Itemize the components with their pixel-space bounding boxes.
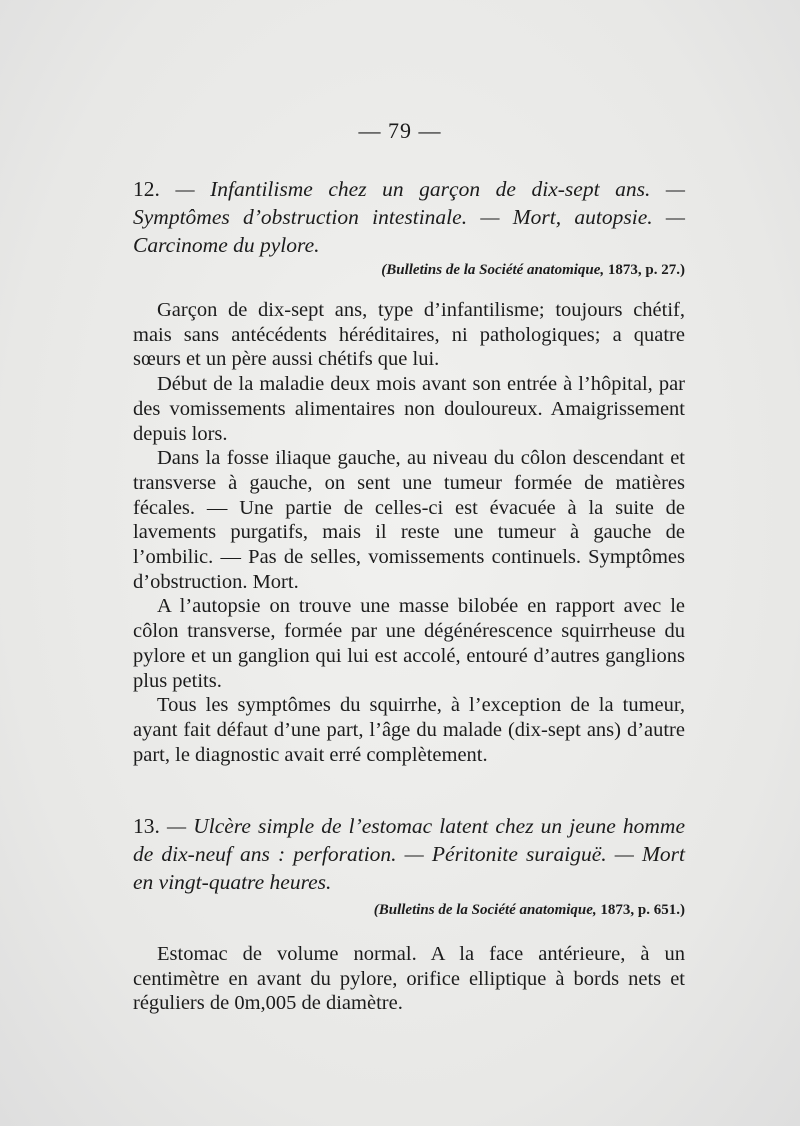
paragraph: Estomac de volume normal. A la face antérieure, à un centimètre en avant du pylore, orifice elliptique à bords nets et réguliers de 0m,005 de diamètre. bbox=[133, 943, 685, 1015]
case-13-reference bbox=[133, 902, 685, 919]
page-number: — 79 — bbox=[358, 118, 442, 143]
paragraph: Dans la fosse iliaque gauche, au niveau du côlon descendant et transverse à gauche, on sent une tumeur formée de matières fécales. — Une partie de celles-ci est évacuée à la suite de lavements purgatifs, mais il reste une tumeur à gauche de l’ombilic. — Pas de selles, vomissements continuels. Symptômes d’obstruction. Mort. bbox=[133, 447, 685, 593]
paragraph: Début de la maladie deux mois avant son entrée à l’hôpital, par des vomissements alimentaires non douloureux. Amaigrissement depuis lors. bbox=[133, 373, 685, 445]
paragraph: Garçon de dix-sept ans, type d’infantilisme; toujours chétif, mais sans antécédents héréditaires, ni pathologiques; a quatre sœurs et un père aussi chétifs que lui. bbox=[133, 299, 685, 371]
case-13-reference-details: 1873, p. 651.) bbox=[600, 902, 685, 918]
case-12-reference-journal: (Bulletins de la Société anatomique, bbox=[381, 262, 605, 278]
case-13-body bbox=[133, 942, 685, 1016]
case-13-title bbox=[133, 812, 685, 896]
case-12-reference-details: 1873, p. 27.) bbox=[607, 262, 685, 278]
paragraph: Tous les symptômes du squirrhe, à l’exception de la tumeur, ayant fait défaut d’une part, l’âge du malade (dix-sept ans) d’autre part, le diagnostic avait erré complètement. bbox=[133, 694, 685, 766]
case-12-title-text: — Infantilisme chez un garçon de dix-sept ans. — Symptômes d’obstruction intestinale. — Mort, autopsie. — Carcinome du pylore. bbox=[133, 177, 686, 257]
case-12-number: 12. bbox=[133, 177, 160, 201]
case-13-reference-journal: (Bulletins de la Société anatomique, bbox=[373, 902, 597, 918]
case-12-title bbox=[133, 175, 685, 259]
paragraph: A l’autopsie on trouve une masse bilobée en rapport avec le côlon transverse, formée par une dégénérescence squirrheuse du pylore et un ganglion qui lui est accolé, entouré d’autres ganglions plus petits. bbox=[133, 595, 685, 692]
case-13-title-text: — Ulcère simple de l’estomac latent chez un jeune homme de dix-neuf ans : perforation. — Péritonite suraiguë. — Mort en vingt-quatre heures. bbox=[133, 814, 686, 894]
case-12-body bbox=[133, 298, 685, 767]
case-13-number: 13. bbox=[133, 814, 160, 838]
case-12-reference bbox=[133, 262, 685, 279]
